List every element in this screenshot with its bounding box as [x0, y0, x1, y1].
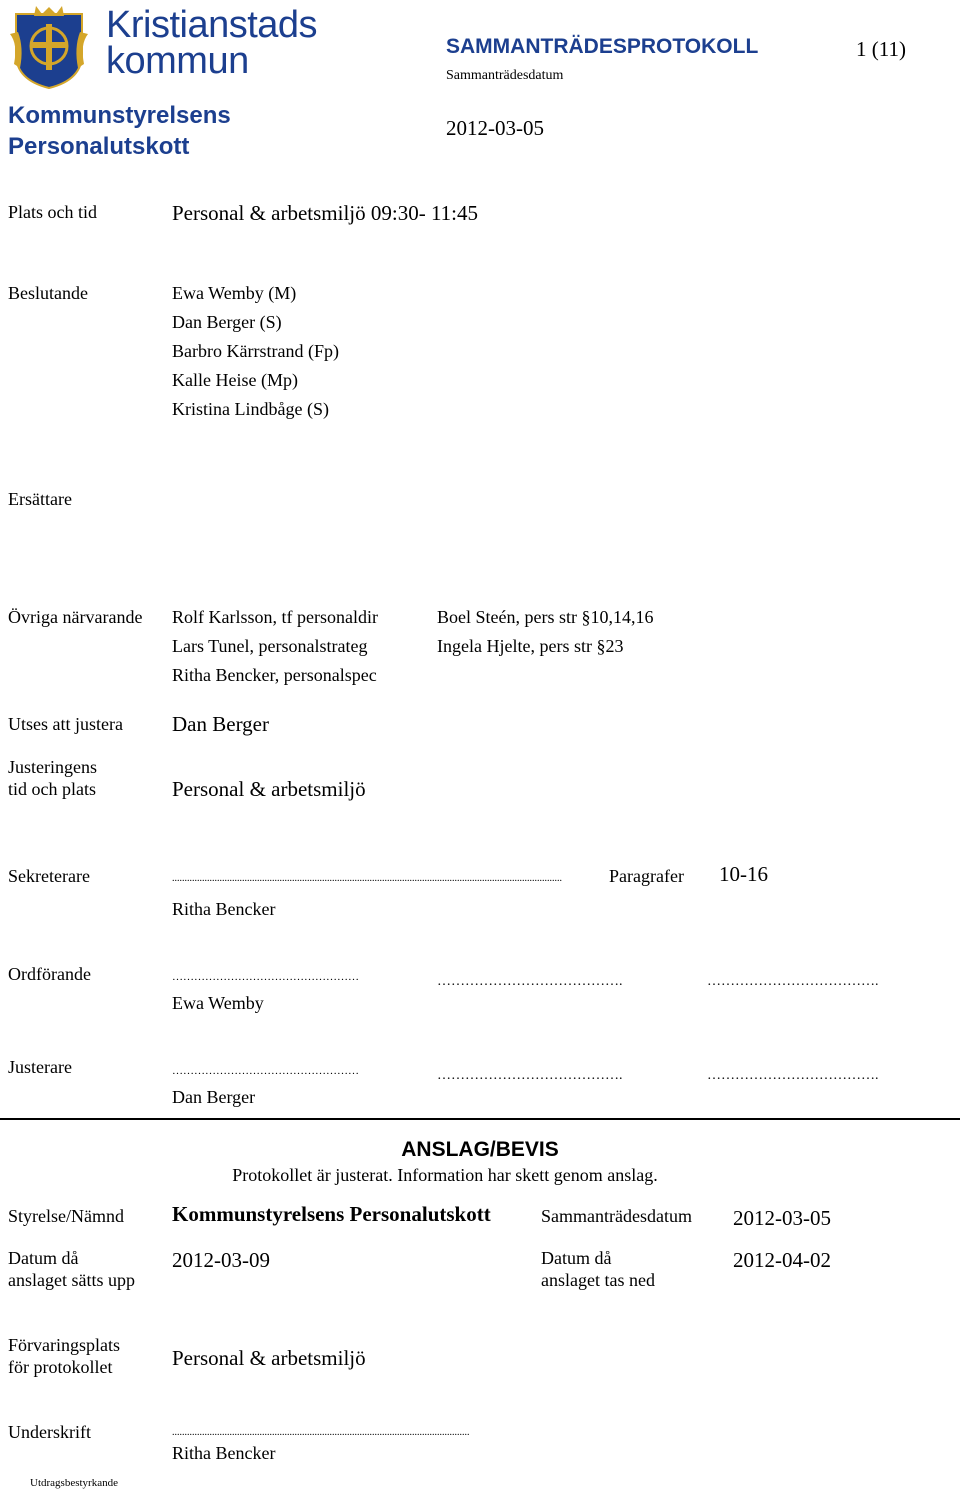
- coat-of-arms-icon: [8, 4, 90, 90]
- removed-label-line2: anslaget tas ned: [541, 1270, 655, 1290]
- other-attendee: Ritha Bencker, personalspec: [172, 665, 377, 685]
- body-name-line1: Kommunstyrelsens: [8, 102, 231, 129]
- adjuster-signature-line-3: ……………………………….: [707, 1068, 879, 1083]
- substitutes-label: Ersättare: [8, 489, 72, 509]
- certifier-label: Utdragsbestyrkande: [30, 1477, 118, 1489]
- meeting-date-value: 2012-03-05: [733, 1206, 831, 1230]
- other-attendee: Lars Tunel, personalstrateg: [172, 636, 368, 656]
- removed-label-line1: Datum då: [541, 1248, 612, 1268]
- posted-value: 2012-03-09: [172, 1248, 270, 1272]
- place-time-value: Personal & arbetsmiljö 09:30- 11:45: [172, 201, 479, 225]
- section-divider: [0, 1118, 960, 1120]
- adjust-time-label-line2: tid och plats: [8, 779, 96, 799]
- logo-text-line2: kommun: [106, 40, 249, 82]
- deciding-member: Dan Berger (S): [172, 312, 282, 332]
- notice-signature-name: Ritha Bencker: [172, 1443, 276, 1463]
- storage-label-line2: för protokollet: [8, 1357, 113, 1377]
- deciding-member: Ewa Wemby (M): [172, 283, 297, 303]
- logo-text-line1: Kristianstads: [106, 4, 318, 46]
- signature-adjuster-label: Justerare: [8, 1057, 72, 1077]
- signature-adjuster-name: Dan Berger: [172, 1087, 256, 1107]
- others-list-col2: [437, 603, 653, 661]
- removed-value: 2012-04-02: [733, 1248, 831, 1272]
- chair-signature-line: ……………………………………………: [172, 971, 359, 983]
- posted-label-line1: Datum då: [8, 1248, 79, 1268]
- chair-label: Ordförande: [8, 964, 91, 984]
- adjust-time-label-line1: Justeringens: [8, 757, 97, 777]
- board-value: Kommunstyrelsens Personalutskott: [172, 1202, 491, 1226]
- paragraphs-value: 10-16: [719, 862, 768, 886]
- storage-value: Personal & arbetsmiljö: [172, 1346, 366, 1370]
- body-name-line2: Personalutskott: [8, 133, 190, 160]
- deciding-list: [172, 279, 339, 424]
- other-attendee: Rolf Karlsson, tf personaldir: [172, 607, 378, 627]
- notice-signature-line: .......................................................................................................................: [172, 1427, 470, 1438]
- body-name: [8, 100, 231, 162]
- notice-statement: Protokollet är justerat. Information har skett genom anslag.: [232, 1165, 658, 1185]
- adjuster-signature-line: ……………………………………………: [172, 1065, 359, 1077]
- others-list-col1: [172, 603, 378, 690]
- chair-signature-line-3: ……………………………….: [707, 974, 879, 989]
- page-number: 1 (11): [856, 37, 906, 61]
- deciding-member: Barbro Kärrstrand (Fp): [172, 341, 339, 361]
- notice-title: ANSLAG/BEVIS: [401, 1138, 559, 1161]
- secretary-name: Ritha Bencker: [172, 899, 276, 919]
- adjuster-signature-line-2: ………………………………….: [437, 1068, 623, 1083]
- place-time-label: Plats och tid: [8, 202, 97, 222]
- adjuster-label: Utses att justera: [8, 714, 123, 734]
- removed-label: [541, 1247, 655, 1291]
- adjuster-value: Dan Berger: [172, 712, 269, 736]
- storage-label: [8, 1334, 120, 1378]
- chair-name: Ewa Wemby: [172, 993, 264, 1013]
- header-date-value: 2012-03-05: [446, 116, 544, 140]
- signature-label: Underskrift: [8, 1422, 91, 1442]
- deciding-label: Beslutande: [8, 283, 88, 303]
- deciding-member: Kristina Lindbåge (S): [172, 399, 329, 419]
- adjust-time-label: [8, 756, 97, 800]
- meeting-date-label: Sammanträdesdatum: [541, 1206, 692, 1226]
- others-label: Övriga närvarande: [8, 607, 143, 627]
- chair-signature-line-2: ………………………………….: [437, 974, 623, 989]
- other-attendee: Ingela Hjelte, pers str §23: [437, 636, 624, 656]
- document-title: SAMMANTRÄDESPROTOKOLL: [446, 35, 759, 58]
- storage-label-line1: Förvaringsplats: [8, 1335, 120, 1355]
- header-date-label: Sammanträdesdatum: [446, 68, 564, 83]
- deciding-member: Kalle Heise (Mp): [172, 370, 298, 390]
- posted-label: [8, 1247, 135, 1291]
- board-label: Styrelse/Nämnd: [8, 1206, 124, 1226]
- other-attendee: Boel Steén, pers str §10,14,16: [437, 607, 654, 627]
- posted-label-line2: anslaget sätts upp: [8, 1270, 135, 1290]
- adjust-time-value: Personal & arbetsmiljö: [172, 777, 366, 801]
- secretary-label: Sekreterare: [8, 866, 90, 886]
- paragraphs-label: Paragrafer: [609, 866, 684, 886]
- secretary-signature-line: ............................................................................................................................................................: [172, 873, 562, 884]
